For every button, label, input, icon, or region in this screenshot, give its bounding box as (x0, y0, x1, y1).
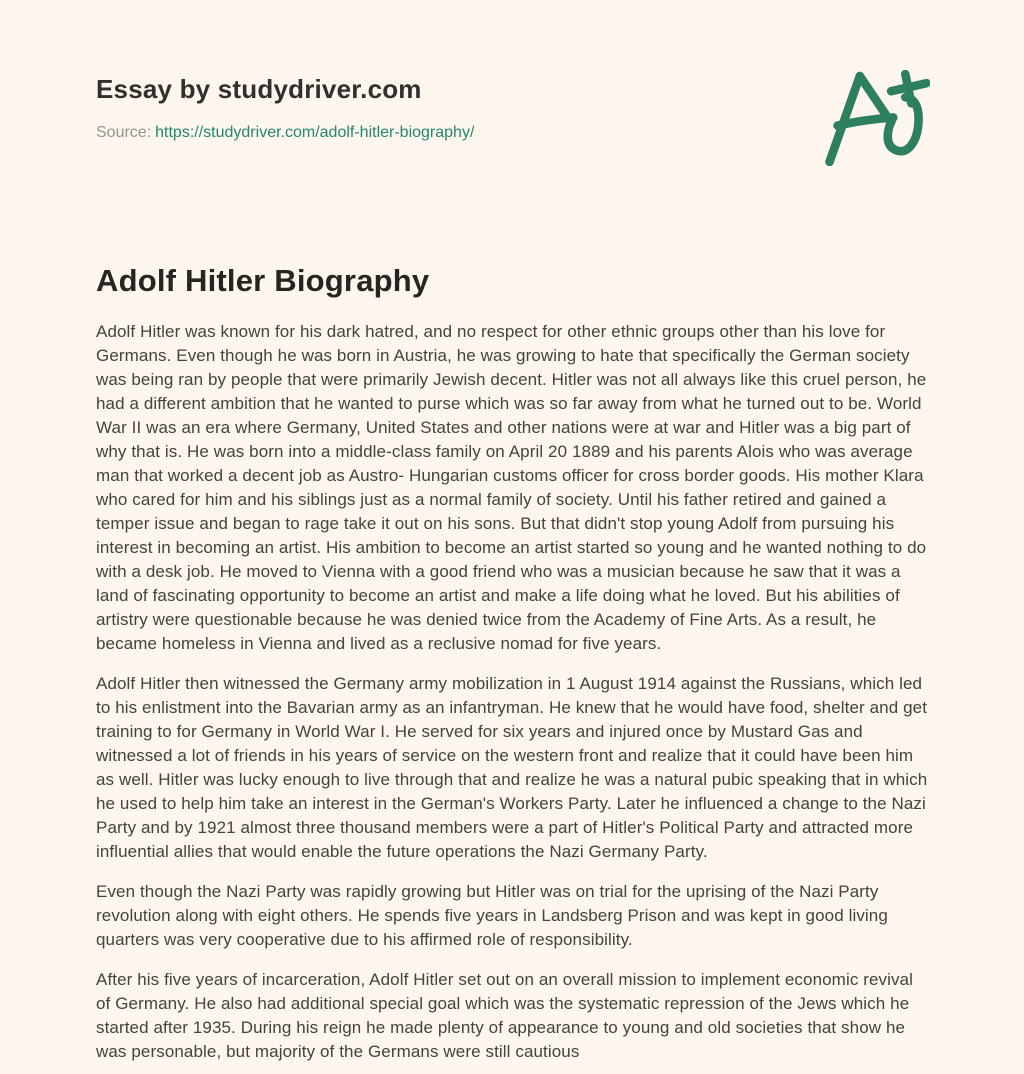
header-title: Essay by studydriver.com (96, 74, 422, 104)
essay-body (96, 320, 928, 1064)
source-label: Source: (96, 124, 152, 142)
studydriver-logo (824, 70, 930, 166)
essay-paragraph-1: Adolf Hitler was known for his dark hatred, and no respect for other ethnic groups other than his love for Germans. Even though he was born in Austria, he was growing to hate that specifically the German society was being ran by people that were primarily Jewish decent. Hitler was not all always like this cruel person, he had a different ambition that he wanted to purse which was so far away from what he turned out to be. World War II was an era where Germany, United States and other nations were at war and Hitler was a big part of why that is. He was born into a middle-class family on April 20 1889 and his parents Alois who was average man that worked a decent job as Austro- Hungarian customs officer for cross border goods. His mother Klara who cared for him and his siblings just as a normal family of society. Until his father retired and gained a temper issue and began to rage take it out on his sons. But that didn't stop young Adolf from pursuing his interest in becoming an artist. His ambition to become an artist started so young and he wanted nothing to do with a desk job. He moved to Vienna with a good friend who was a musician because he saw that it was a land of fascinating opportunity to become an artist and make a life doing what he loved. But his abilities of artistry were questionable because he was denied twice from the Academy of Fine Arts. As a result, he became homeless in Vienna and lived as a reclusive nomad for five years. (96, 322, 927, 654)
essay-content (96, 262, 928, 1064)
source-link[interactable]: https://studydriver.com/adolf-hitler-biography/ (155, 124, 475, 142)
essay-paragraph-4: After his five years of incarceration, Adolf Hitler set out on an overall mission to implement economic revival of Germany. He also had additional special goal which was the systematic repression of the Jews which he started after 1935. During his reign he made plenty of appearance to young and old societies that show he was personable, but majority of the Germans were still cautious (96, 970, 914, 1062)
source-line (96, 122, 928, 144)
essay-title: Adolf Hitler Biography (96, 263, 430, 299)
essay-paragraph-2: Adolf Hitler then witnessed the Germany army mobilization in 1 August 1914 against the Russians, which led to his enlistment into the Bavarian army as an infantryman. He knew that he would have food, shelter and get training to for Germany in World War I. He served for six years and injured once by Mustard Gas and witnessed a lot of friends in his years of service on the western front and realize that it could have been him as well. Hitler was lucky enough to live through that and realize he was a natural pubic speaking that in which he used to help him take an interest in the German's Workers Party. Later he influenced a change to the Nazi Party and by 1921 almost three thousand members were a part of Hitler's Political Party and attracted more influential allies that would enable the future operations the Nazi Germany Party. (96, 674, 928, 862)
document-header (96, 74, 928, 144)
essay-paragraph-3: Even though the Nazi Party was rapidly growing but Hitler was on trial for the uprising of the Nazi Party revolution along with eight others. He spends five years in Landsberg Prison and was kept in good living quarters was very cooperative due to his affirmed role of responsibility. (96, 882, 888, 950)
a-plus-logo-icon (824, 70, 930, 166)
